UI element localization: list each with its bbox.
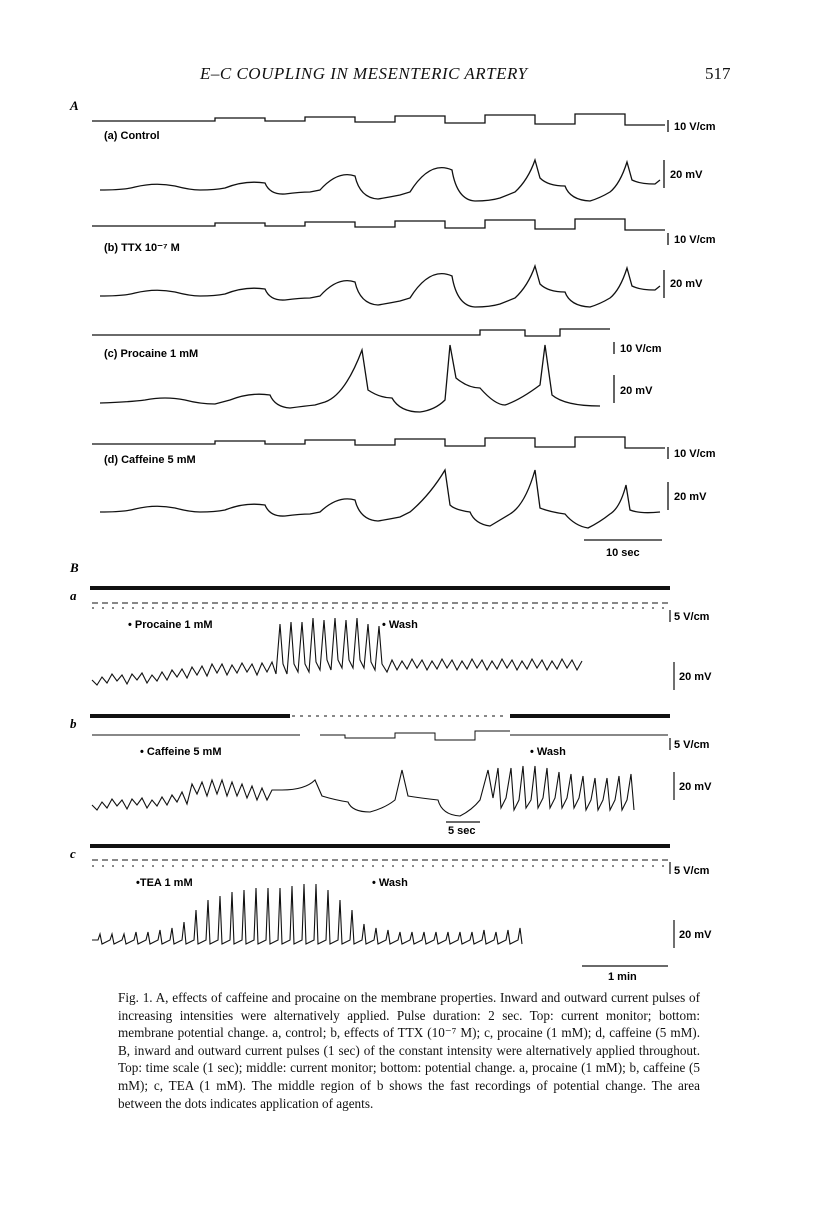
label-procaine: • Procaine 1 mM (128, 619, 213, 631)
trace-a-current (92, 114, 665, 125)
panel-A-label: A (70, 98, 79, 113)
trace-d-potential (100, 470, 660, 528)
panel-Bb-label: b (70, 716, 77, 731)
trace-Bb-potential (92, 766, 634, 816)
label-5vcm-Bc: 5 V/cm (674, 865, 710, 877)
panel-Ba-label: a (70, 588, 77, 603)
label-5vcm-Ba: 5 V/cm (674, 611, 710, 623)
label-20mv-d: 20 mV (674, 491, 707, 503)
trace-Bc-potential (92, 884, 522, 944)
trace-a-potential (100, 160, 660, 201)
label-tea: •TEA 1 mM (136, 877, 193, 889)
label-20mv-Bb: 20 mV (679, 781, 712, 793)
label-10vcm-c: 10 V/cm (620, 343, 662, 355)
running-title: E–C COUPLING IN MESENTERIC ARTERY (200, 64, 528, 83)
trace-Bb-current (92, 731, 668, 740)
label-10vcm-d: 10 V/cm (674, 448, 716, 460)
label-d-caffeine: (d) Caffeine 5 mM (104, 454, 196, 466)
trace-d-current (92, 437, 665, 448)
label-1min: 1 min (608, 971, 637, 980)
label-10vcm-a: 10 V/cm (674, 121, 716, 133)
figure-caption: Fig. 1. A, effects of caffeine and procaine on the membrane properties. Inward and outward current pulses of increasing intensities were alternatively applied. Pulse duration: 2 sec. Top: current monitor; bottom: membrane potential change. a, control; b, effects of TTX (10⁻⁷ M); c, procaine (1 mM); d, caffeine (5 mM). B, inward and outward current pulses (1 sec) of the constant intensity were alternatively applied throughout. Top: time scale (1 sec); middle: current monitor; bottom: potential change. a, procaine (1 mM); b, caffeine (5 mM); c, TEA (1 mM). The middle region of b shows the fast recordings of potential change. The area between the dots indicates application of agents. (118, 990, 700, 1111)
label-wash-c: • Wash (372, 877, 408, 889)
label-c-procaine: (c) Procaine 1 mM (104, 348, 199, 360)
trace-b-potential (100, 266, 660, 307)
label-10vcm-b: 10 V/cm (674, 234, 716, 246)
label-20mv-c: 20 mV (620, 385, 653, 397)
trace-b-current (92, 219, 665, 230)
panel-Bc-label: c (70, 846, 76, 861)
label-b-ttx: (b) TTX 10⁻⁷ M (104, 242, 180, 254)
label-20mv-Bc: 20 mV (679, 929, 712, 941)
page-number: 517 (705, 64, 731, 83)
label-caffeine: • Caffeine 5 mM (140, 746, 222, 758)
label-20mv-a: 20 mV (670, 169, 703, 181)
panel-B-label: B (70, 560, 79, 575)
label-a-control: (a) Control (104, 130, 160, 142)
label-20mv-b: 20 mV (670, 278, 703, 290)
label-5vcm-Bb: 5 V/cm (674, 739, 710, 751)
label-5sec: 5 sec (448, 825, 476, 837)
label-wash-a: • Wash (382, 619, 418, 631)
label-wash-b: • Wash (530, 746, 566, 758)
trace-c-current (92, 329, 610, 336)
label-20mv-Ba: 20 mV (679, 671, 712, 683)
label-10sec: 10 sec (606, 547, 640, 559)
